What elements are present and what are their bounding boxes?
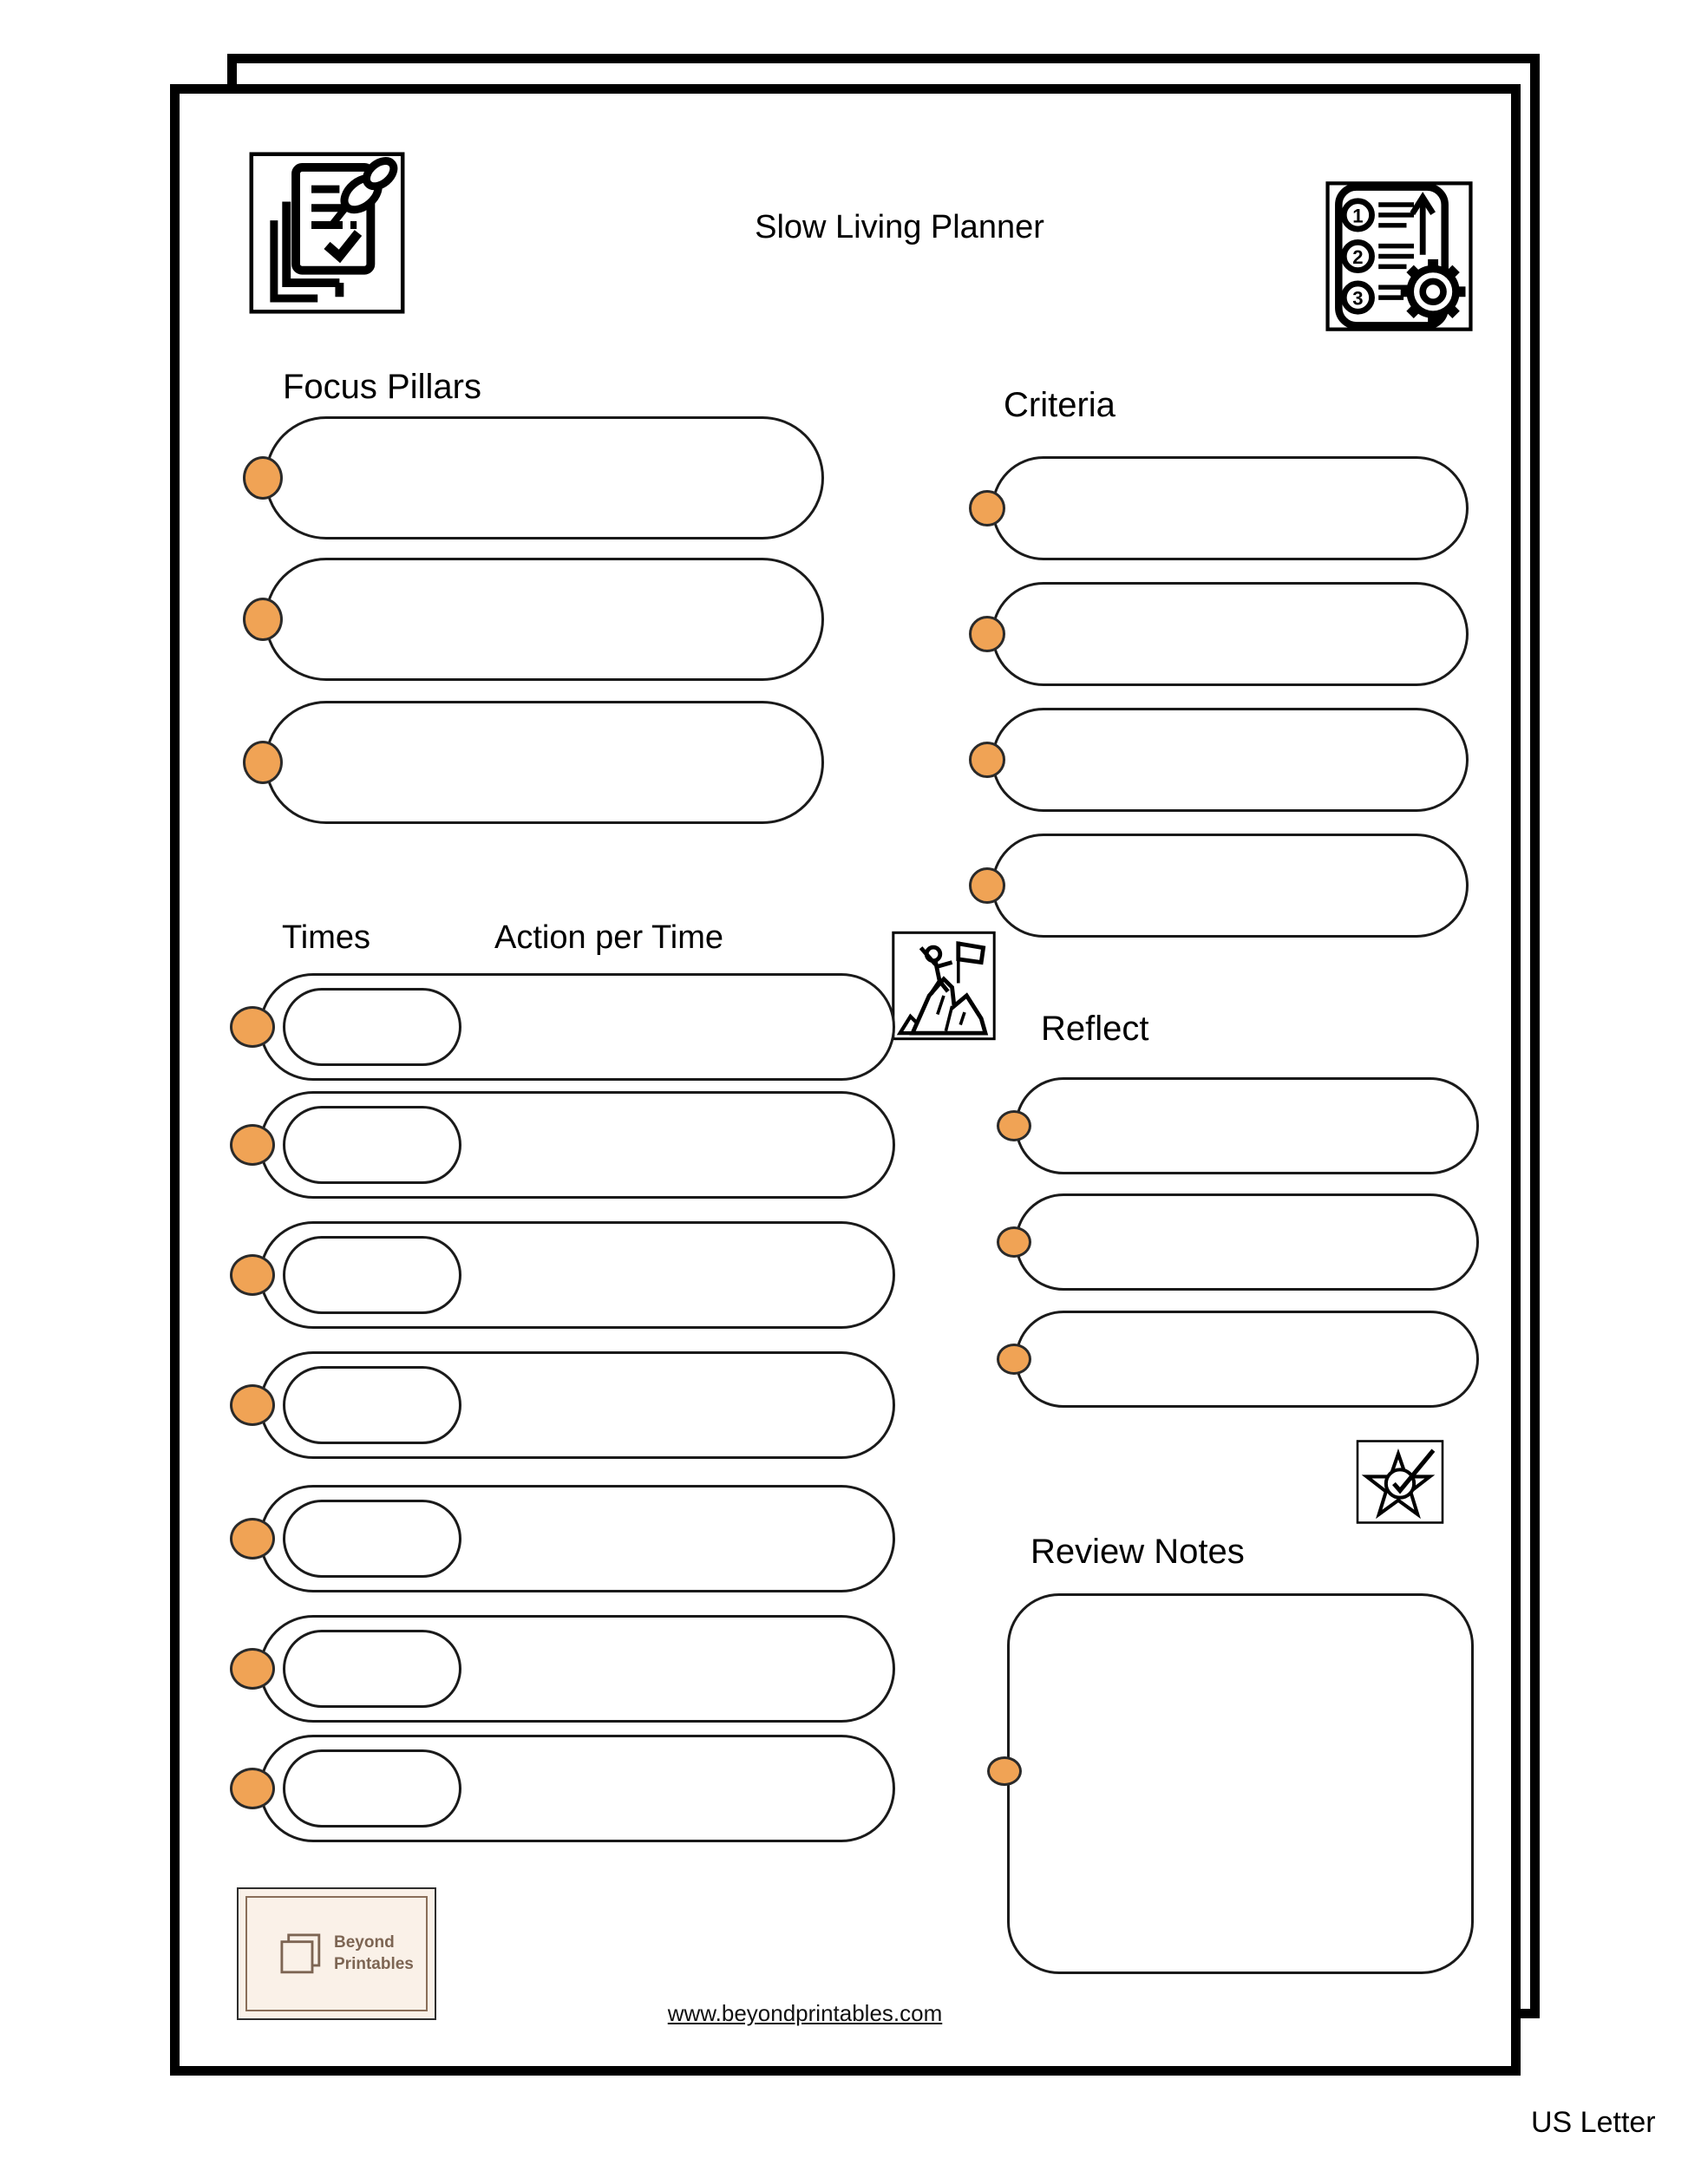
- brand-logo: [237, 1887, 436, 2020]
- action-field[interactable]: [259, 1221, 895, 1329]
- bullet-marker: [230, 1124, 275, 1166]
- bullet-marker: [997, 1344, 1031, 1375]
- action-field[interactable]: [259, 973, 895, 1081]
- logo-name-line2: Printables: [334, 1954, 414, 1973]
- bullet-marker: [230, 1006, 275, 1048]
- bullet-marker: [997, 1226, 1031, 1258]
- bullet-marker: [969, 742, 1005, 778]
- bullet-marker: [230, 1384, 275, 1426]
- reflect-heading: Reflect: [1041, 1010, 1149, 1048]
- bullet-marker: [243, 456, 283, 500]
- reflect-field[interactable]: [1015, 1077, 1479, 1174]
- focus-pillar-field[interactable]: [265, 558, 824, 681]
- focus-pillars-heading: Focus Pillars: [283, 368, 481, 406]
- action-field[interactable]: [259, 1485, 895, 1592]
- criteria-field[interactable]: [991, 582, 1469, 686]
- action-field[interactable]: [259, 1351, 895, 1459]
- paper-size-label: US Letter: [1531, 2106, 1656, 2139]
- pinned-checklist-icon: [249, 152, 405, 314]
- bullet-marker: [997, 1110, 1031, 1141]
- reflect-field[interactable]: [1015, 1311, 1479, 1408]
- bullet-marker: [987, 1756, 1022, 1786]
- logo-name-line1: Beyond: [334, 1932, 395, 1952]
- star-check-icon: [1355, 1440, 1445, 1524]
- bullet-marker: [230, 1518, 275, 1560]
- reflect-field[interactable]: [1015, 1193, 1479, 1291]
- bullet-marker: [243, 741, 283, 784]
- bullet-marker: [230, 1254, 275, 1296]
- bullet-marker: [230, 1768, 275, 1809]
- time-field[interactable]: [283, 988, 461, 1066]
- review-notes-field[interactable]: [1007, 1593, 1474, 1974]
- mountain-flag-icon: [892, 931, 996, 1041]
- page-title: Slow Living Planner: [755, 209, 1044, 245]
- step-number: 1: [1352, 205, 1364, 227]
- time-field[interactable]: [283, 1749, 461, 1828]
- time-field[interactable]: [283, 1236, 461, 1314]
- logo-name: [334, 1932, 414, 1975]
- time-field[interactable]: [283, 1500, 461, 1578]
- bullet-marker: [243, 598, 283, 641]
- process-steps-icon: [1325, 180, 1473, 332]
- bullet-marker: [969, 616, 1005, 652]
- time-field[interactable]: [283, 1630, 461, 1708]
- planner-page: [170, 84, 1521, 2076]
- time-field[interactable]: [283, 1366, 461, 1444]
- time-field[interactable]: [283, 1106, 461, 1184]
- criteria-heading: Criteria: [1004, 386, 1116, 424]
- logo-pages-icon: [278, 1932, 324, 1977]
- criteria-field[interactable]: [991, 708, 1469, 812]
- action-field[interactable]: [259, 1091, 895, 1199]
- step-number: 3: [1352, 287, 1364, 310]
- criteria-field[interactable]: [991, 456, 1469, 560]
- footer-url-link[interactable]: www.beyondprintables.com: [667, 2000, 943, 2026]
- brand-logo-frame: [245, 1896, 428, 2011]
- bullet-marker: [969, 490, 1005, 526]
- focus-pillar-field[interactable]: [265, 416, 824, 539]
- bullet-marker: [230, 1648, 275, 1690]
- times-heading: Times: [282, 919, 371, 956]
- focus-pillar-field[interactable]: [265, 701, 824, 824]
- action-field[interactable]: [259, 1735, 895, 1842]
- review-notes-heading: Review Notes: [1030, 1533, 1245, 1571]
- criteria-field[interactable]: [991, 834, 1469, 938]
- step-number: 2: [1352, 246, 1364, 268]
- bullet-marker: [969, 867, 1005, 904]
- action-per-time-heading: Action per Time: [494, 919, 723, 956]
- action-field[interactable]: [259, 1615, 895, 1723]
